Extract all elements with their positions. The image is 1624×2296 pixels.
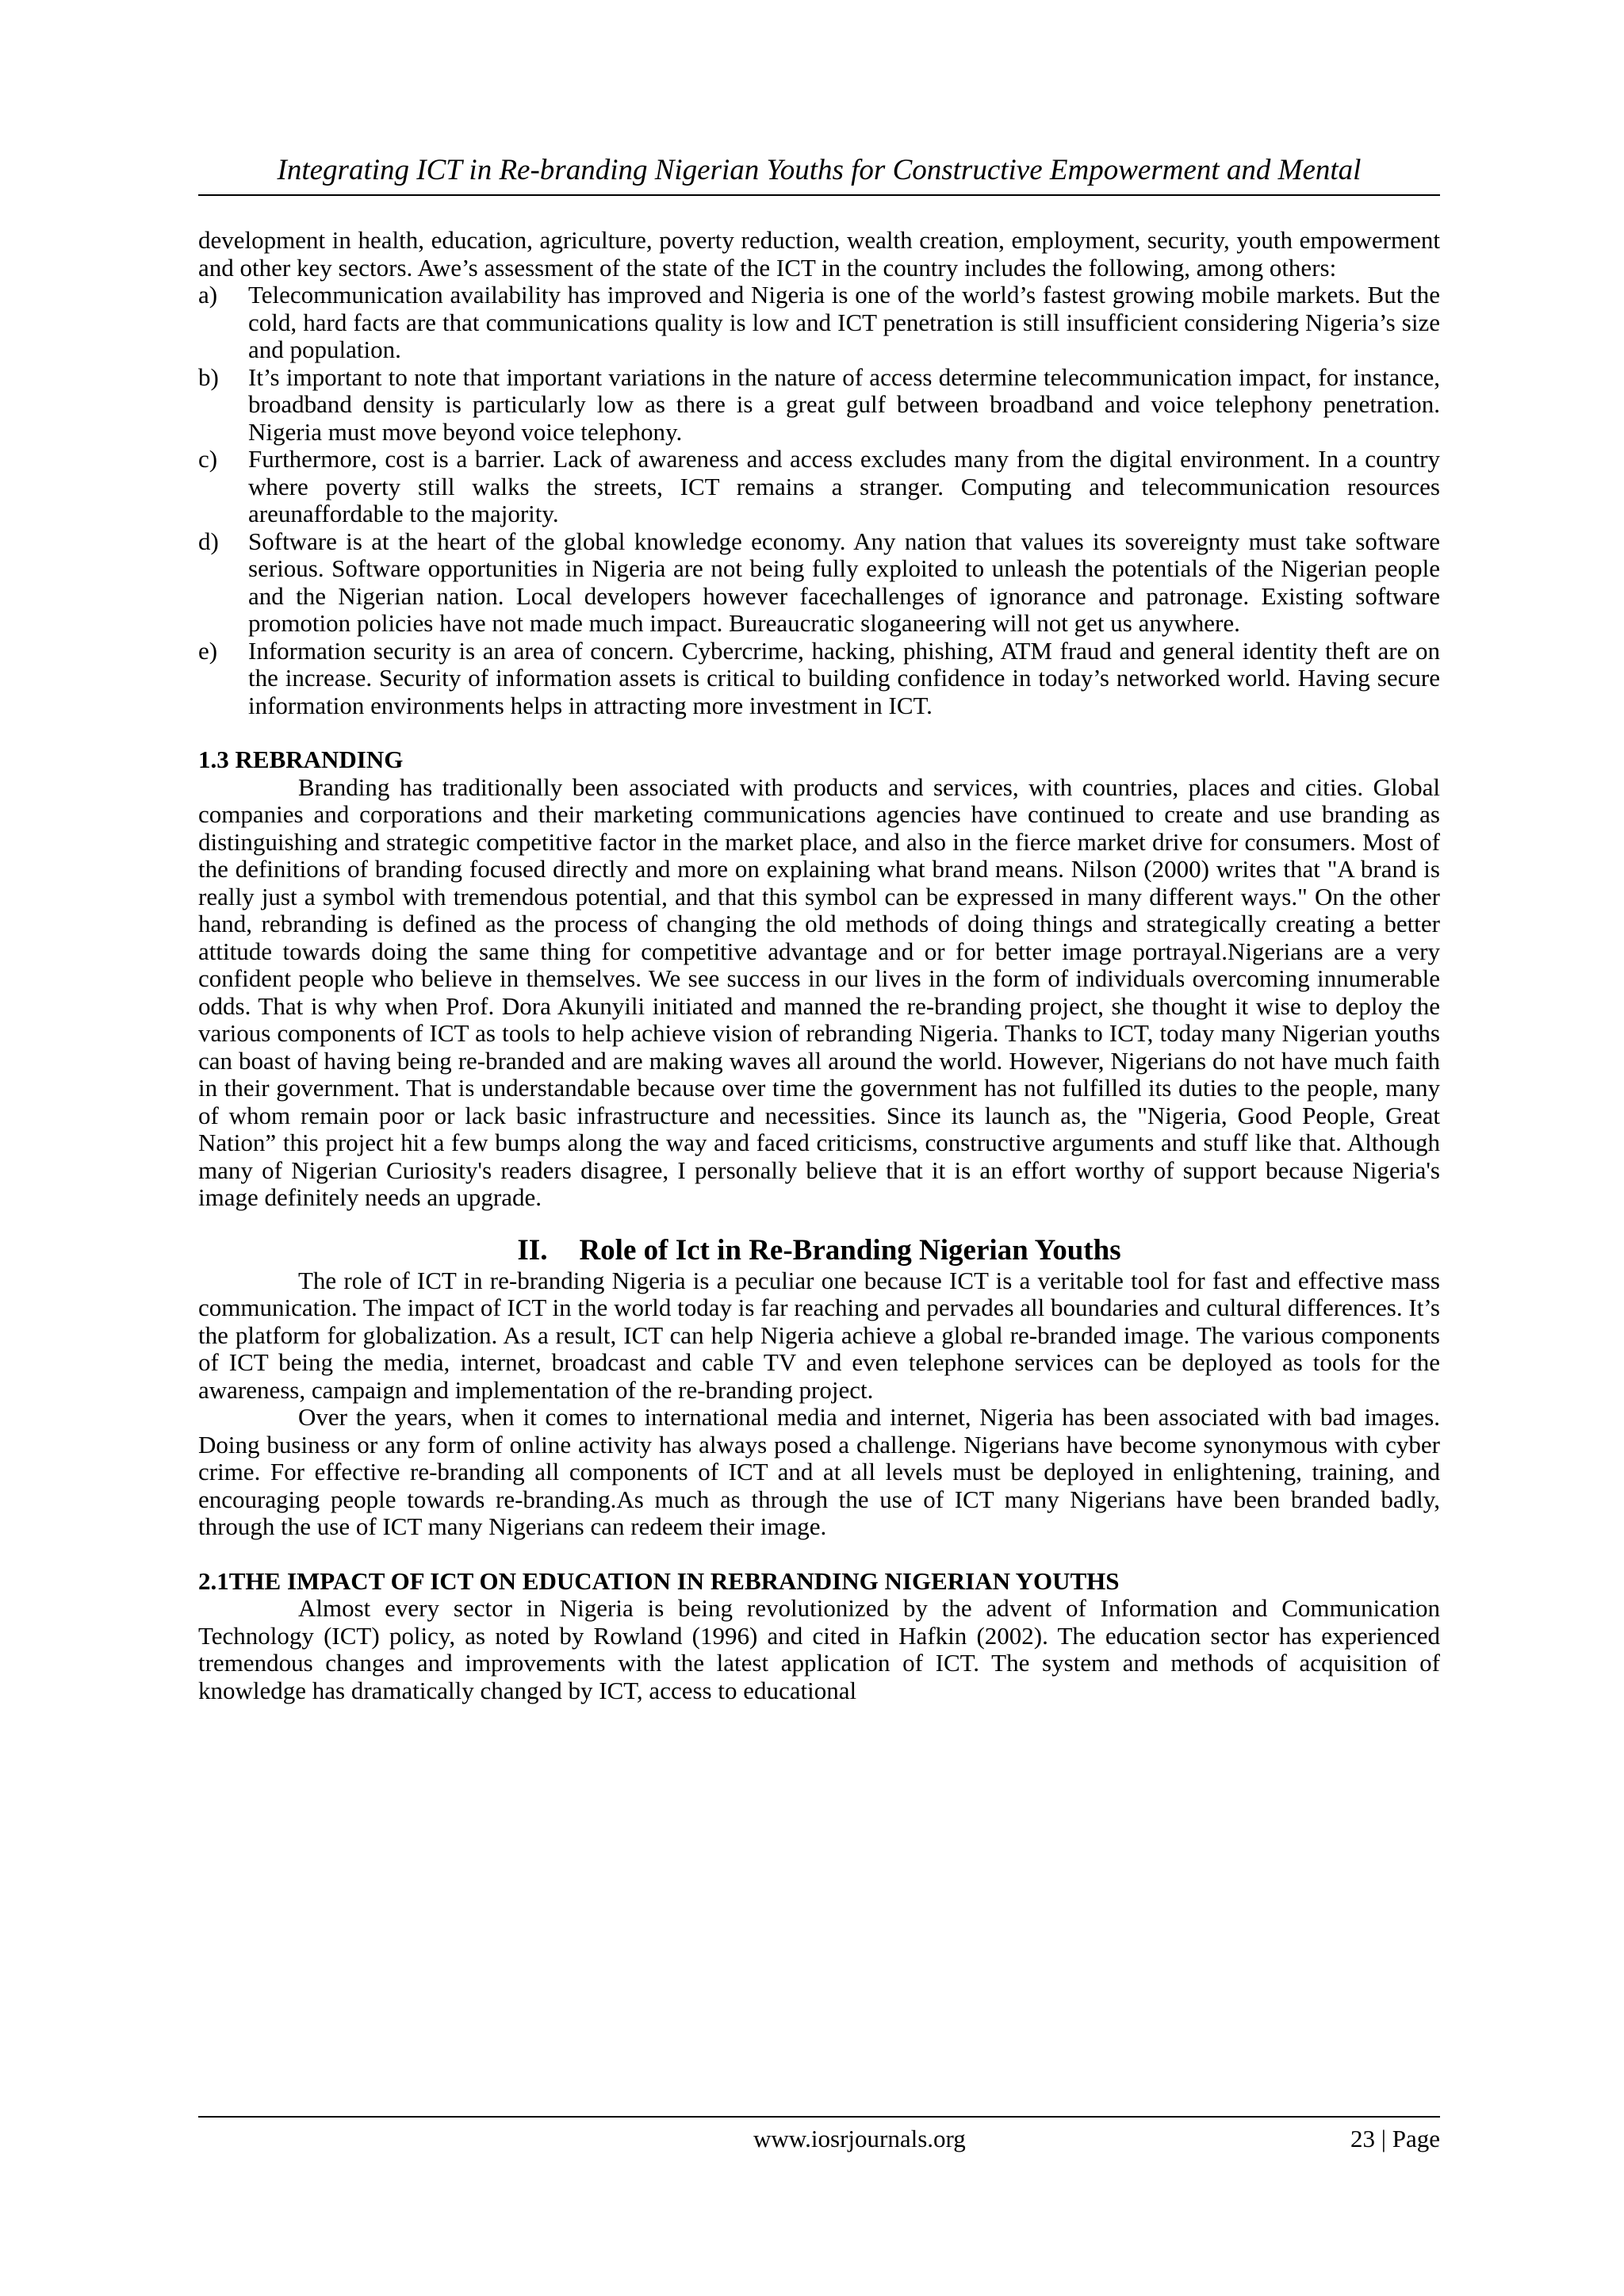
list-item-text: Telecommunication availability has improved and Nigeria is one of the world’s fastest growing mobile markets. But the cold, hard facts are that communications quality is low and ICT penetration is still insufficient considering Nigeria’s size and population. xyxy=(248,281,1440,363)
list-item-text: Information security is an area of concern. Cybercrime, hacking, phishing, ATM fraud and general identity theft are on the increase. Security of information assets is critical to building confidence in today’s networked world. Having secure information environments helps in attracting more investment in ICT. xyxy=(248,636,1440,719)
section-heading-impact-education: 2.1THE IMPACT OF ICT ON EDUCATION IN REBRANDING NIGERIAN YOUTHS xyxy=(198,1566,1120,1595)
section-title: Role of Ict in Re-Branding Nigerian Youths xyxy=(579,1233,1121,1267)
list-item-c xyxy=(198,446,1440,528)
list-marker: c) xyxy=(198,445,218,473)
article-body xyxy=(198,227,1440,1704)
running-header-title: Integrating ICT in Re-branding Nigerian Youths for Constructive Empowerment and Mental xyxy=(277,154,1362,186)
footer-website: www.iosrjournals.org xyxy=(753,2125,966,2152)
section-heading-rebranding: 1.3 REBRANDING xyxy=(198,746,404,773)
role-paragraph-2: Over the years, when it comes to international media and internet, Nigeria has been associated with bad images. Doing business or any form of online activity has always posed a challenge. Nigerians have become synonymous with cyber crime. For effective re-branding all components of ICT and at all levels must be deployed in enlightening, training, and encouraging people towards re-branding.As much as through the use of ICT many Nigerians have been branded badly, through the use of ICT many Nigerians can redeem their image. xyxy=(198,1403,1440,1540)
list-item-d xyxy=(198,528,1440,638)
list-marker: b) xyxy=(198,362,219,391)
list-marker: a) xyxy=(198,281,218,309)
list-item-a xyxy=(198,282,1440,364)
impact-paragraph: Almost every sector in Nigeria is being revolutionized by the advent of Information and Communication Technology (ICT) policy, as noted by Rowland (1996) and cited in Hafkin (2002). The education sector has experienced tremendous changes and improvements with the latest application of ICT. The system and methods of acquisition of knowledge has dramatically changed by ICT, access to educational xyxy=(198,1594,1440,1704)
header-rule xyxy=(198,194,1440,196)
section-number: II. xyxy=(517,1233,548,1267)
footer-rule xyxy=(198,2116,1440,2118)
list-item-e xyxy=(198,638,1440,720)
assessment-list xyxy=(198,282,1440,719)
list-item-text: It’s important to note that important variations in the nature of access determine telecommunication impact, for instance, broadband density is particularly low as there is a great gulf between broadband and voice telephony penetration. Nigeria must move beyond voice telephony. xyxy=(248,362,1440,446)
list-marker: e) xyxy=(198,636,218,665)
role-paragraph-1: The role of ICT in re-branding Nigeria is a peculiar one because ICT is a veritable tool for fast and effective mass communication. The impact of ICT in the world today is far reaching and pervades all boundaries and cultural differences. It’s the platform for globalization. As a result, ICT can help Nigeria achieve a global re-branded image. The various components of ICT being the media, internet, broadcast and cable TV and even telephone services can be deployed as tools for the awareness, campaign and implementation of the re-branding project. xyxy=(198,1266,1440,1404)
rebranding-paragraph: Branding has traditionally been associated with products and services, with countries, places and cities. Global companies and corporations and their marketing communications agencies have continued to create and use branding as distinguishing and strategic competitive factor in the market place, and also in the fierce market drive for consumers. Most of the definitions of branding focused directly and more on explaining what brand means. Nilson (2000) writes that "A brand is really just a symbol with tremendous potential, and that this symbol can be expressed in many different ways." On the other hand, rebranding is defined as the process of changing the old methods of doing things and strategically creating a better attitude towards doing the same thing for competitive advantage and or for better image portrayal.Nigerians are a very confident people who believe in themselves. We see success in our lives in the form of individuals overcoming innumerable odds. That is why when Prof. Dora Akunyili initiated and manned the re-branding project, she thought it wise to deploy the various components of ICT as tools to help achieve vision of rebranding Nigeria. Thanks to ICT, today many Nigerian youths can boast of having being re-branded and are making waves all around the world. However, Nigerians do not have much faith in their government. That is understandable because over time the government has not fulfilled its duties to the people, many of whom remain poor or lack basic infrastructure and necessities. Since its launch as, the "Nigeria, Good People, Great Nation” this project hit a few bumps along the way and faced criticisms, constructive arguments and stuff like that. Although many of Nigerian Curiosity's readers disagree, I personally believe that it is an effort worthy of support because Nigeria's image definitely needs an upgrade. xyxy=(198,772,1440,1211)
footer-page-number: 23 | Page xyxy=(1350,2125,1440,2152)
section-heading-role-of-ict xyxy=(198,1234,1440,1267)
list-item-text: Furthermore, cost is a barrier. Lack of awareness and access excludes many from the digital environment. In a country where poverty still walks the streets, ICT remains a stranger. Computing and telecommunication resources areunaffordable to the majority. xyxy=(248,445,1440,527)
list-marker: d) xyxy=(198,527,219,555)
list-item-text: Software is at the heart of the global knowledge economy. Any nation that values its sovereignty must take software serious. Software opportunities in Nigeria are not being fully exploited to unleash the potentials of the Nigerian people and the Nigerian nation. Local developers however facechallenges of ignorance and patronage. Existing software promotion policies have not made much impact. Bureaucratic sloganeering will not get us anywhere. xyxy=(248,527,1440,637)
list-item-b xyxy=(198,364,1440,447)
intro-paragraph: development in health, education, agriculture, poverty reduction, wealth creation, employment, security, youth empowerment and other key sectors. Awe’s assessment of the state of the ICT in the country includes the following, among others: xyxy=(198,226,1440,282)
